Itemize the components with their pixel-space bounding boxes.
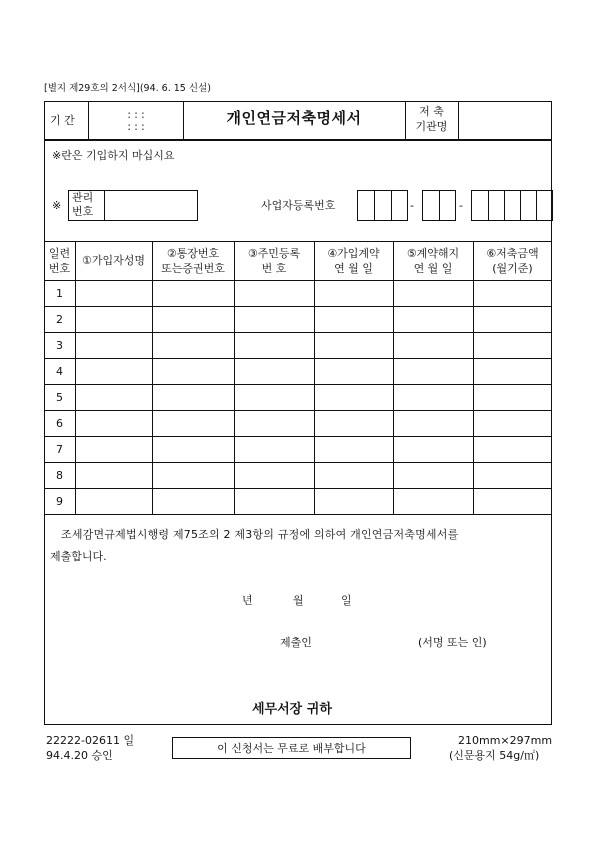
period-label: 기 간: [50, 114, 75, 127]
table-cell-input[interactable]: [475, 490, 550, 512]
table-cell-input[interactable]: [475, 464, 550, 486]
table-header-cell: [473, 241, 552, 280]
table-cell-input[interactable]: [236, 438, 312, 460]
signature-label: (서명 또는 인): [418, 636, 487, 649]
divider: [439, 190, 440, 221]
form-reference: [별지 제29호의 2서식](94. 6. 15 신설): [44, 83, 211, 94]
table-row-line: [44, 410, 552, 411]
table-cell-input[interactable]: [154, 334, 232, 356]
table-header-cell: [75, 241, 152, 280]
row-number: 4: [56, 365, 63, 378]
table-cell-input[interactable]: [395, 438, 471, 460]
date-field[interactable]: [235, 590, 365, 610]
mgmt-label-1: 관리: [72, 191, 94, 204]
table-cell-input[interactable]: [475, 412, 550, 434]
table-cell-input[interactable]: [77, 308, 150, 330]
table-header-cell: [393, 241, 473, 280]
table-cell-input[interactable]: [154, 438, 232, 460]
column-divider: [75, 241, 76, 514]
table-row-line: [44, 358, 552, 359]
biz-reg-part3[interactable]: [471, 190, 553, 221]
table-row-line: [44, 306, 552, 307]
biz-reg-label: 사업자등록번호: [261, 199, 336, 212]
table-header-label: 또는증권번호: [161, 262, 225, 275]
table-header-cell: [234, 241, 314, 280]
row-number: 1: [56, 287, 63, 300]
table-row-line: [44, 384, 552, 385]
table-cell-input[interactable]: [77, 412, 150, 434]
table-header-label: 번호: [48, 262, 71, 275]
table-header-label: 일련: [48, 247, 71, 260]
table-cell-input[interactable]: [475, 282, 550, 304]
free-distribution-notice: 이 신청서는 무료로 배부합니다: [217, 742, 366, 755]
mgmt-number-input[interactable]: [106, 192, 196, 219]
table-cell-input[interactable]: [77, 282, 150, 304]
row-number: 5: [56, 391, 63, 404]
table-cell-input[interactable]: [77, 386, 150, 408]
table-cell-input[interactable]: [395, 334, 471, 356]
table-header-label: ⑥저축금액: [486, 247, 539, 260]
date-year-label: 년: [242, 594, 253, 607]
period-field[interactable]: [92, 108, 180, 132]
table-cell-input[interactable]: [395, 412, 471, 434]
table-cell-input[interactable]: [316, 412, 391, 434]
table-cell-input[interactable]: [77, 438, 150, 460]
table-cell-input[interactable]: [475, 438, 550, 460]
table-cell-input[interactable]: [154, 412, 232, 434]
table-cell-input[interactable]: [236, 334, 312, 356]
recipient-label: 세무서장 귀하: [252, 702, 332, 717]
table-cell-input[interactable]: [236, 412, 312, 434]
table-cell-input[interactable]: [236, 490, 312, 512]
column-divider: [234, 241, 235, 514]
table-cell-input[interactable]: [77, 490, 150, 512]
table-cell-input[interactable]: [316, 438, 391, 460]
table-cell-input[interactable]: [316, 282, 391, 304]
table-row-line: [44, 488, 552, 489]
table-header-label: ⑤계약해지: [406, 247, 460, 260]
divider: [536, 190, 537, 221]
paper-size: 210mm×297mm: [458, 734, 553, 747]
table-cell-input[interactable]: [236, 464, 312, 486]
table-cell-input[interactable]: [395, 490, 471, 512]
divider: [391, 190, 392, 221]
column-divider: [473, 241, 474, 514]
table-cell-input[interactable]: [154, 360, 232, 382]
table-cell-input[interactable]: [154, 490, 232, 512]
period-colons-top: : : :: [127, 109, 145, 121]
table-cell-input[interactable]: [154, 282, 232, 304]
table-header-label: ③주민등록: [247, 247, 301, 260]
table-header-label: ④가입계약: [327, 247, 380, 260]
row-number: 3: [56, 339, 63, 352]
form-title: 개인연금저축명세서: [226, 109, 362, 127]
mgmt-mark: ※: [52, 199, 62, 212]
table-cell-input[interactable]: [77, 360, 150, 382]
table-header-label: ②통장번호: [166, 247, 220, 260]
form-code-1: 22222-02611 일: [46, 734, 135, 747]
table-row-line: [44, 436, 552, 437]
statement-line-1: 조세감면규제법시행령 제75조의 2 제3항의 규정에 의하여 개인연금저축명세서를: [61, 528, 459, 541]
institution-name-field[interactable]: [460, 103, 550, 138]
statement-line-2: 제출합니다.: [50, 550, 107, 563]
submitter-label: 제출인: [280, 636, 312, 649]
table-row-line: [44, 514, 552, 515]
table-cell-input[interactable]: [236, 308, 312, 330]
divider: [374, 190, 375, 221]
table-cell-input[interactable]: [475, 360, 550, 382]
column-divider: [152, 241, 153, 514]
column-divider: [393, 241, 394, 514]
divider: [88, 101, 89, 140]
table-cell-input[interactable]: [77, 334, 150, 356]
divider: [504, 190, 505, 221]
table-cell-input[interactable]: [316, 360, 391, 382]
divider: [488, 190, 489, 221]
table-cell-input[interactable]: [395, 386, 471, 408]
institution-label-2: 기관명: [415, 120, 448, 133]
table-cell-input[interactable]: [475, 386, 550, 408]
table-header-label: (월기준): [492, 262, 533, 275]
submitter-name-field[interactable]: [320, 631, 410, 653]
table-cell-input[interactable]: [316, 308, 391, 330]
paper-spec: (신문용지 54g/㎡): [449, 749, 540, 762]
table-row-line: [44, 462, 552, 463]
table-cell-input[interactable]: [395, 360, 471, 382]
table-header-label: 연 월 일: [413, 262, 453, 275]
table-header-cell: [314, 241, 393, 280]
table-cell-input[interactable]: [236, 386, 312, 408]
table-header-cell: [152, 241, 234, 280]
row-number: 8: [56, 469, 63, 482]
institution-label-1: 저 축: [419, 105, 444, 118]
row-number: 2: [56, 313, 63, 326]
period-colons-bottom: : : :: [127, 121, 145, 133]
table-cell-input[interactable]: [154, 308, 232, 330]
divider: [104, 190, 105, 221]
table-header-label: 번 호: [261, 262, 287, 275]
row-number: 9: [56, 495, 63, 508]
table-cell-input[interactable]: [236, 282, 312, 304]
form-code-2: 94.4.20 승인: [46, 749, 113, 762]
date-day-label: 일: [341, 594, 352, 607]
biz-reg-dash: -: [410, 199, 414, 212]
table-cell-input[interactable]: [154, 386, 232, 408]
table-header-label: 연 월 일: [334, 262, 373, 275]
table-cell-input[interactable]: [316, 490, 391, 512]
biz-reg-dash: -: [459, 199, 463, 212]
mgmt-label-2: 번호: [72, 205, 94, 218]
biz-reg-part1[interactable]: [357, 190, 408, 221]
date-month-label: 월: [293, 594, 304, 607]
table-cell-input[interactable]: [77, 464, 150, 486]
row-number: 7: [56, 443, 63, 456]
row-number: 6: [56, 417, 63, 430]
table-cell-input[interactable]: [475, 308, 550, 330]
table-cell-input[interactable]: [316, 464, 391, 486]
header-bottom-line: [44, 280, 552, 281]
table-cell-input[interactable]: [154, 464, 232, 486]
table-header-label: ①가입자성명: [82, 254, 145, 267]
notice-text: ※란은 기입하지 마십시요: [52, 149, 175, 162]
table-cell-input[interactable]: [395, 464, 471, 486]
divider: [520, 190, 521, 221]
table-cell-input[interactable]: [316, 334, 391, 356]
divider: [458, 101, 459, 140]
table-cell-input[interactable]: [236, 360, 312, 382]
table-header-cell: [44, 241, 75, 280]
table-cell-input[interactable]: [395, 308, 471, 330]
table-cell-input[interactable]: [316, 386, 391, 408]
table-row-line: [44, 332, 552, 333]
table-cell-input[interactable]: [395, 282, 471, 304]
column-divider: [314, 241, 315, 514]
table-cell-input[interactable]: [475, 334, 550, 356]
